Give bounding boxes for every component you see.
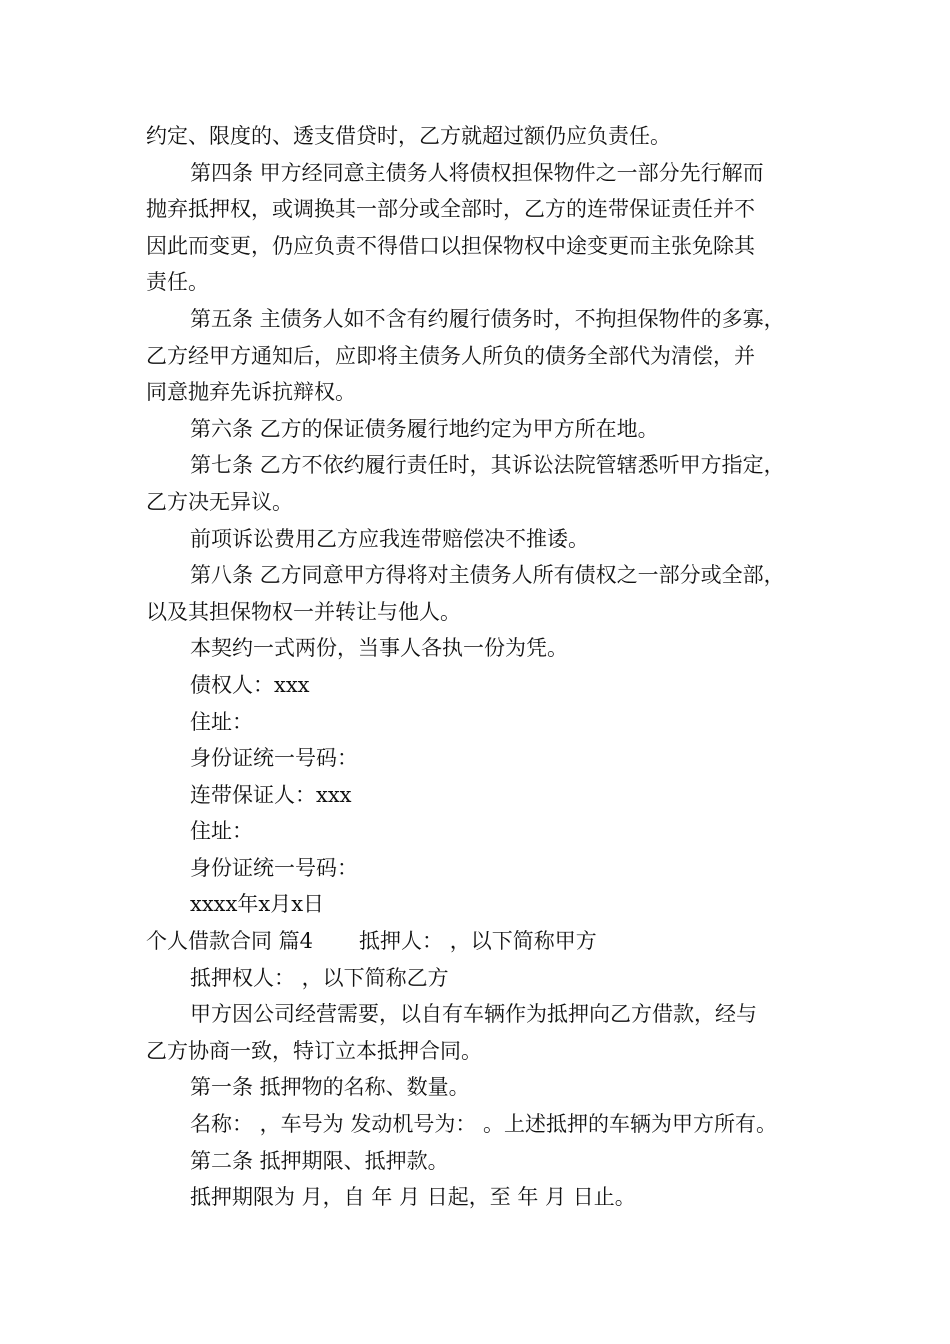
text-line: 乙方经甲方通知后，应即将主债务人所负的债务全部代为清偿，并 [146,343,755,368]
text-line: 抛弃抵押权，或调换其一部分或全部时，乙方的连带保证责任并不 [146,197,755,222]
address-line: 住址： [190,709,253,734]
text-line: 因此而变更，仍应负责不得借口以担保物权中途变更而主张免除其 [146,233,755,258]
text-line: 本契约一式两份，当事人各执一份为凭。 [190,636,568,661]
text-line: 同意抛弃先诉抗辩权。 [146,380,356,405]
text-line: 第七条 乙方不依约履行责任时，其诉讼法院管辖悉听甲方指定， [190,453,785,478]
section-heading-line [146,923,822,960]
text-line: 约定、限度的、透支借贷时，乙方就超过额仍应负责任。 [146,124,671,148]
text-line: 第二条 抵押期限、抵押款。 [190,1148,449,1173]
section-heading: 个人借款合同 篇4 [146,929,314,954]
text-line: 以及其担保物权一并转让与他人。 [146,599,461,624]
text-line: 责任。 [146,270,209,295]
text-line: 乙方协商一致，特订立本抵押合同。 [146,1038,482,1063]
text-line: 第四条 甲方经同意主债务人将债权担保物件之一部分先行解而 [190,160,764,185]
text-line: 乙方决无异议。 [146,489,293,514]
text-line: 第六条 乙方的保证债务履行地约定为甲方所在地。 [190,416,659,441]
text-line: 前项诉讼费用乙方应我连带赔偿决不推诿。 [190,526,589,551]
id-number-line: 身份证统一号码： [190,746,358,771]
pledgee-line: 抵押权人： ，以下简称乙方 [190,965,449,990]
contract-body [146,118,822,1216]
pledgor-line: 抵押人： ，以下简称甲方 [359,929,597,954]
text-line: 第五条 主债务人如不含有约履行债务时，不拘担保物件的多寡， [190,306,785,331]
address-line: 住址： [190,819,253,844]
text-line: 甲方因公司经营需要，以自有车辆作为抵押向乙方借款，经与 [190,1002,757,1027]
text-line: 抵押期限为 月，自 年 月 日起，至 年 月 日止。 [190,1185,636,1210]
id-number-line: 身份证统一号码： [190,855,358,880]
creditor-line: 债权人：xxx [190,672,310,697]
text-line: 名称： ，车号为 发动机号为： 。上述抵押的车辆为甲方所有。 [190,1112,778,1137]
guarantor-line: 连带保证人：xxx [190,782,352,807]
date-line: xxxx年x月x日 [190,892,325,917]
text-line: 第一条 抵押物的名称、数量。 [190,1075,470,1100]
text-line: 第八条 乙方同意甲方得将对主债务人所有债权之一部分或全部， [190,563,785,588]
